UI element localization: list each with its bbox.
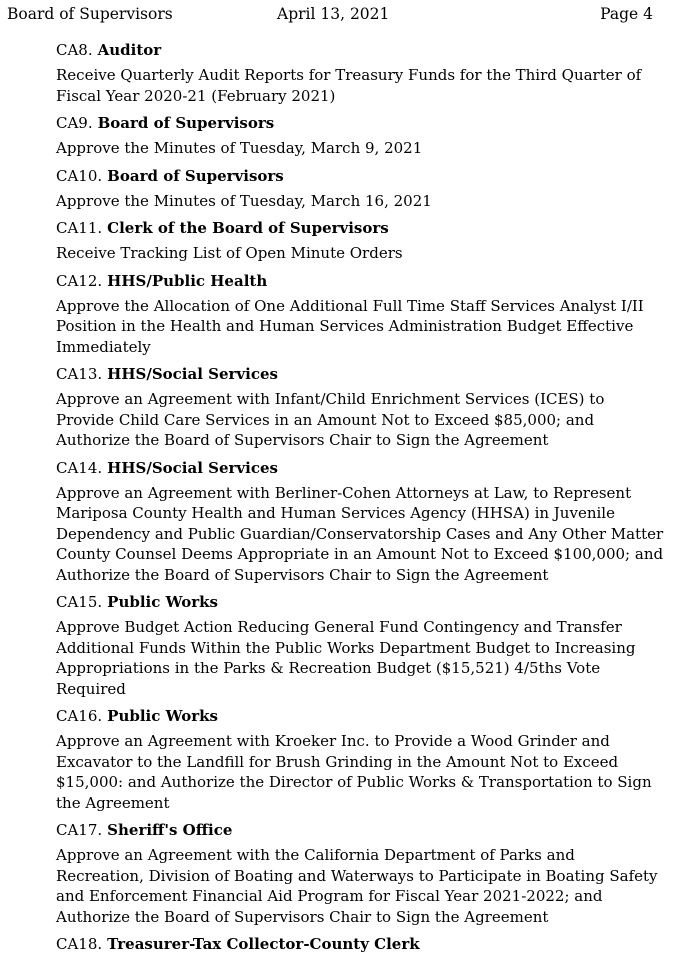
agenda-item-heading xyxy=(56,364,666,385)
item-description: Approve the Minutes of Tuesday, March 9, 2021 xyxy=(56,139,423,157)
agenda-item-heading xyxy=(56,218,666,239)
agenda-item-heading xyxy=(56,592,666,613)
agenda-item-heading xyxy=(56,934,666,955)
item-number: CA12. xyxy=(56,271,103,290)
item-description: Approve Budget Action Reducing General Fund Contingency and Transfer Additional Funds Within the Public Works Department Budget to Increasing Appropriations in the Parks & Recreation Budget ($15,521) 4/5ths Vote Required xyxy=(56,618,636,698)
item-department: Sheriff's Office xyxy=(107,821,233,839)
item-number: CA14. xyxy=(56,458,103,477)
item-number: CA13. xyxy=(56,365,103,383)
item-number: CA18. xyxy=(56,935,103,953)
item-department: Board of Supervisors xyxy=(97,114,275,132)
item-number: CA10. xyxy=(56,166,103,185)
agenda-item-heading xyxy=(56,40,666,61)
item-department: HHS/Social Services xyxy=(107,458,278,477)
header-date: April 13, 2021 xyxy=(277,5,390,23)
item-description: Receive Tracking List of Open Minute Orders xyxy=(56,244,403,262)
header-page-number: Page 4 xyxy=(600,5,653,23)
page-header xyxy=(0,4,680,24)
item-number: CA9. xyxy=(56,114,93,132)
agenda-item-ca9 xyxy=(56,113,666,159)
item-department: Board of Supervisors xyxy=(107,166,284,185)
agenda-item-heading xyxy=(56,166,666,187)
item-description: Approve an Agreement with the California Department of Parks and Recreation, Division of Boating and Waterways to Participate in Boating Safety and Enforcement Financial Aid Program for Fiscal Year 2021-2022; and Authorize the Board of Supervisors Chair to Sign the Agreement xyxy=(56,846,658,926)
item-department: Public Works xyxy=(107,707,218,725)
item-description: Receive Quarterly Audit Reports for Treasury Funds for the Third Quarter of Fiscal Year 2020-21 (February 2021) xyxy=(56,66,642,105)
agenda-item-ca11 xyxy=(56,218,666,264)
agenda-item-ca18 xyxy=(56,934,666,955)
agenda-item-heading xyxy=(56,820,666,841)
item-department: Clerk of the Board of Supervisors xyxy=(107,219,389,237)
item-description: Approve the Minutes of Tuesday, March 16, 2021 xyxy=(56,191,432,210)
item-department: HHS/Public Health xyxy=(107,271,268,290)
item-number: CA11. xyxy=(56,219,103,237)
consent-agenda-list xyxy=(56,40,666,962)
item-number: CA16. xyxy=(56,707,103,725)
agenda-item-ca13 xyxy=(56,364,666,451)
item-number: CA17. xyxy=(56,821,103,839)
item-number: CA15. xyxy=(56,593,103,611)
item-department: Auditor xyxy=(97,41,162,59)
agenda-item-ca17 xyxy=(56,820,666,927)
item-department: Treasurer-Tax Collector-County Clerk xyxy=(107,935,420,953)
agenda-item-heading xyxy=(56,113,666,134)
item-description: Approve an Agreement with Berliner-Cohen Attorneys at Law, to Represent Mariposa County Health and Human Services Agency (HHSA) in Juvenile Dependency and Public Guardian/Conservatorship Cases and Any Other Matter County Counsel Deems Appropriate in an Amount Not to Exceed $100,000; and Authorize the Board of Supervisors Chair to Sign the Agreement xyxy=(56,483,664,584)
agenda-item-ca16 xyxy=(56,706,666,813)
agenda-item-heading xyxy=(56,271,666,292)
header-board-name: Board of Supervisors xyxy=(7,5,173,23)
item-number: CA8. xyxy=(56,41,93,59)
item-department: Public Works xyxy=(107,593,218,611)
agenda-item-ca12 xyxy=(56,271,666,358)
agenda-item-ca15 xyxy=(56,592,666,699)
item-department: HHS/Social Services xyxy=(107,365,278,383)
item-description: Approve an Agreement with Infant/Child Enrichment Services (ICES) to Provide Child Care Services in an Amount Not to Exceed $85,000; and Authorize the Board of Supervisors Chair to Sign the Agreement xyxy=(56,390,605,449)
agenda-item-ca14 xyxy=(56,458,666,586)
item-description: Approve an Agreement with Kroeker Inc. to Provide a Wood Grinder and Excavator to the Landfill for Brush Grinding in the Amount Not to Exceed $15,000: and Authorize the Director of Public Works & Transportation to Sign the Agreement xyxy=(56,732,652,812)
agenda-item-ca10 xyxy=(56,166,666,212)
agenda-item-ca8 xyxy=(56,40,666,106)
item-description: Approve the Allocation of One Additional Full Time Staff Services Analyst I/II Position in the Health and Human Services Administration Budget Effective Immediately xyxy=(56,296,644,356)
agenda-item-heading xyxy=(56,706,666,727)
agenda-item-heading xyxy=(56,458,666,479)
